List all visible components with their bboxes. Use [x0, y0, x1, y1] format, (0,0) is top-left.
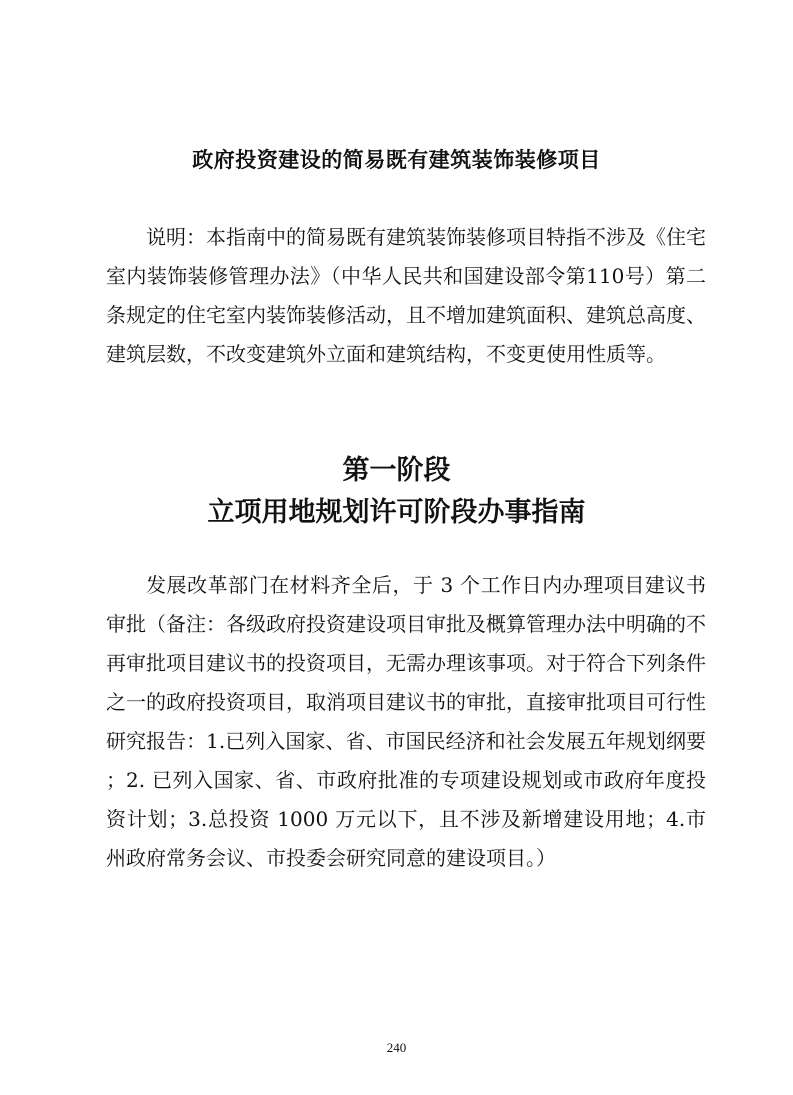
stage-title: 第一阶段: [342, 455, 451, 486]
stage-subtitle: 立项用地规划许可阶段办事指南: [207, 497, 586, 528]
note-paragraph: 说明：本指南中的简易既有建筑装饰装修项目特指不涉及《住宅室内装饰装修管理办法》（中华人民共和国建设部令第110号）第二条规定的住宅室内装饰装修活动，且不增加建筑面积、建筑总高度、建筑层数，不改变建筑外立面和建筑结构，不变更使用性质等。: [106, 225, 706, 366]
document-title: 政府投资建设的简易既有建筑装饰装修项目: [192, 148, 601, 172]
note-section: [106, 218, 706, 374]
page-number: 240: [386, 1040, 407, 1055]
stage-heading: [0, 450, 793, 534]
body-paragraph: 发展改革部门在材料齐全后，于 3 个工作日内办理项目建议书审批（备注：各级政府投资建设项目审批及概算管理办法中明确的不再审批项目建议书的投资项目，无需办理该事项。对于符合下列条件之一的政府投资项目，取消项目建议书的审批，直接审批项目可行性研究报告：1.已列入国家、省、市国民经济和社会发展五年规划纲要；2. 已列入国家、省、市政府批准的专项建设规划或市政府年度投资计划；3.总投资 1000 万元以下，且不涉及新增建设用地；4.市州政府常务会议、市投委会研究同意的建设项目。）: [106, 573, 706, 870]
body-section: [106, 566, 706, 878]
